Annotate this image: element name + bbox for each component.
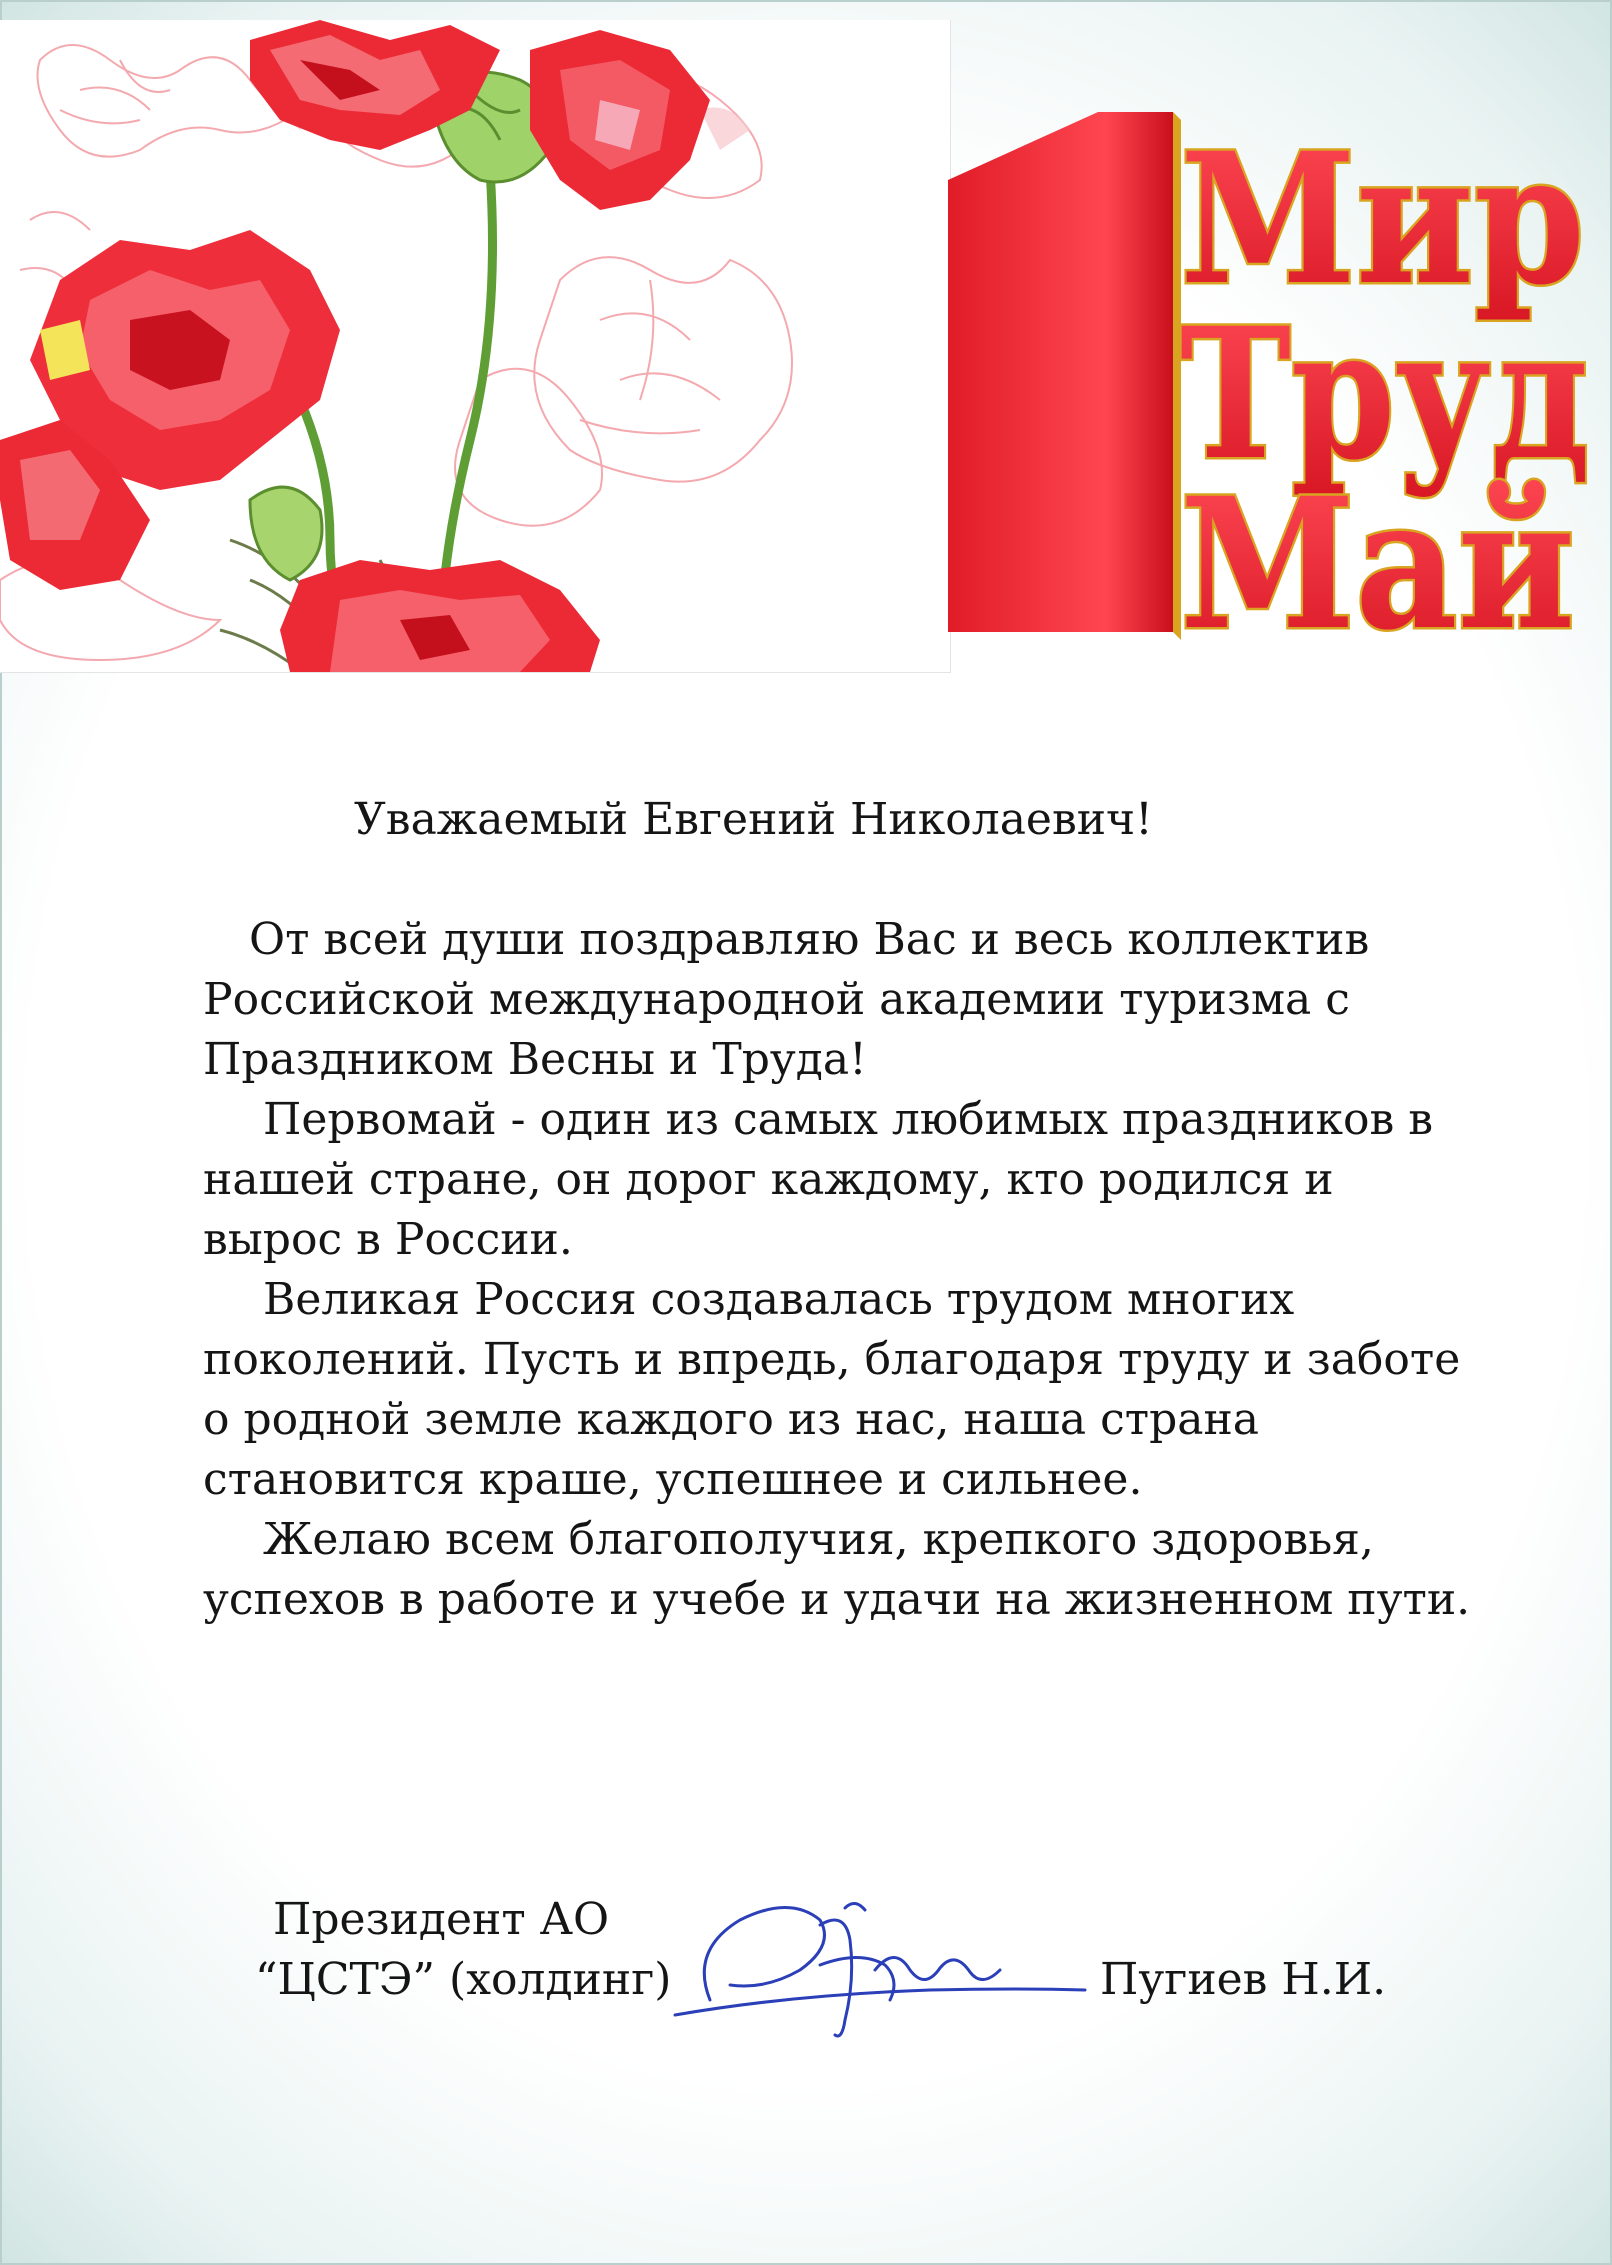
signature-title-line-2: “ЦСТЭ” (холдинг)	[255, 1954, 672, 2005]
signature-title-line-1: Президент АО	[273, 1894, 610, 1945]
handwritten-signature	[670, 1890, 1090, 2045]
letter-paragraph-1: От всей души поздравляю Вас и весь коллектив Российской международной академии туризма с Праздником Весны и Труда!	[203, 914, 1370, 1085]
signature-name: Пугиев Н.И.	[1100, 1954, 1387, 2005]
numeral-one-shape	[948, 112, 1173, 632]
may-day-emblem	[948, 112, 1593, 672]
letter-paragraph-4: Желаю всем благополучия, крепкого здоровья, успехов в работе и учебе и удачи на жизненном пути.	[203, 1514, 1471, 1625]
signature-position	[255, 1890, 671, 2010]
letter-greeting: Уважаемый Евгений Николаевич!	[354, 794, 1153, 845]
carnation-illustration	[0, 20, 951, 673]
emblem-word-mir: Мир	[1180, 114, 1585, 325]
letter-paragraph-3: Великая Россия создавалась трудом многих поколений. Пусть и впредь, благодаря труду и заботе о родной земле каждого из нас, наша страна становится краше, успешнее и сильнее.	[203, 1274, 1461, 1505]
letter-paragraph-2: Первомай - один из самых любимых праздников в нашей стране, он дорог каждому, кто родился и вырос в России.	[203, 1094, 1434, 1265]
letter-body	[203, 790, 1473, 1630]
emblem-word-trud: Труд	[1180, 289, 1590, 500]
emblem-word-mai: Май	[1180, 459, 1575, 670]
